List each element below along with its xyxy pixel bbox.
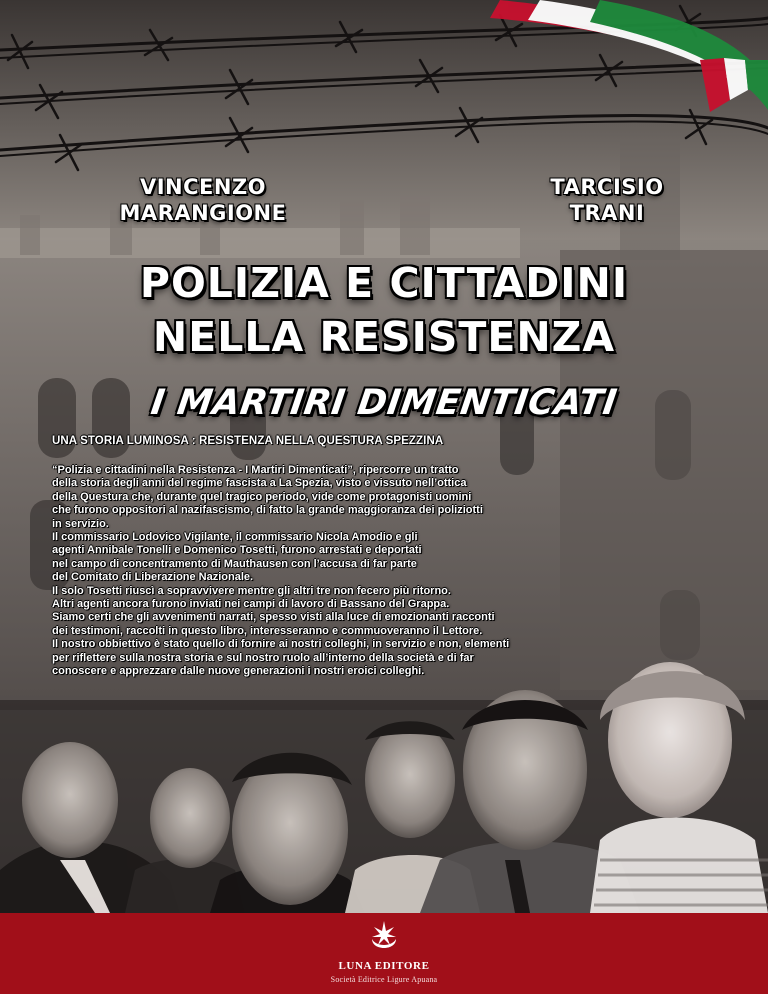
author-left-last-name: MARANGIONE bbox=[119, 201, 287, 225]
blurb-line: che furono oppositori al nazifascismo, di fatto la grande maggioranza dei poliziotti bbox=[52, 504, 483, 517]
blurb-line: agenti Annibale Tonelli e Domenico Tosetti, furono arrestati e deportati bbox=[52, 544, 422, 557]
publisher-tagline: Società Editrice Ligure Apuana bbox=[330, 975, 438, 984]
blurb-line: Il solo Tosetti riuscì a sopravvivere mentre gli altri tre non fecero più ritorno. bbox=[52, 584, 451, 597]
blurb-line: della storia degli anni del regime fascista a La Spezia, visto e vissuto nell’ottica bbox=[52, 477, 467, 490]
book-title-line-2: NELLA RESISTENZA bbox=[152, 313, 616, 361]
blurb-heading: UNA STORIA LUMINOSA : RESISTENZA NELLA QUESTURA SPEZZINA bbox=[52, 435, 444, 447]
author-left bbox=[96, 174, 310, 226]
blurb-line: nel campo di concentramento di Mauthausen con l’accusa di far parte bbox=[52, 557, 417, 570]
blurb-line: dei testimoni, raccolti in questo libro, interesseranno e commuoveranno il Lettore. bbox=[52, 624, 483, 637]
author-right-last-name: TRANI bbox=[569, 201, 645, 225]
blurb-line: “Polizia e cittadini nella Resistenza - I Martiri Dimenticati”, ripercorre un tratto bbox=[52, 464, 459, 476]
blurb-line: della Questura che, durante quel tragico periodo, vide come protagonisti uomini bbox=[52, 490, 472, 503]
blurb-line: Siamo certi che gli avvenimenti narrati, spesso visti alla luce di emozionanti racconti bbox=[52, 611, 495, 624]
moon-star-logo-icon bbox=[364, 917, 404, 957]
blurb-text bbox=[52, 464, 532, 679]
blurb-line: in servizio. bbox=[52, 517, 109, 530]
blurb-line: del Comitato di Liberazione Nazionale. bbox=[52, 571, 254, 584]
author-right-first-name: TARCISIO bbox=[550, 175, 664, 199]
publisher-name: LUNA EDITORE bbox=[338, 960, 430, 972]
blurb-line: Il nostro obbiettivo è stato quello di fornire ai nostri colleghi, in servizio e non, elementi bbox=[52, 638, 510, 651]
blurb-line: Altri agenti ancora furono inviati nei campi di lavoro di Bassano del Grappa. bbox=[52, 598, 450, 611]
blurb-line: per riflettere sulla nostra storia e sul nostro ruolo all’interno della società e di far bbox=[52, 651, 474, 664]
author-right bbox=[522, 174, 692, 226]
blurb-line: Il commissario Lodovico Vigilante, il commissario Nicola Amodio e gli bbox=[52, 531, 418, 544]
book-subtitle: I MARTIRI DIMENTICATI bbox=[148, 383, 620, 423]
book-title-line-1: POLIZIA E CITTADINI bbox=[139, 259, 629, 307]
author-left-first-name: VINCENZO bbox=[139, 175, 267, 199]
blurb-line: conoscere e apprezzare dalle nuove generazioni i nostri eroici colleghi. bbox=[52, 665, 425, 678]
